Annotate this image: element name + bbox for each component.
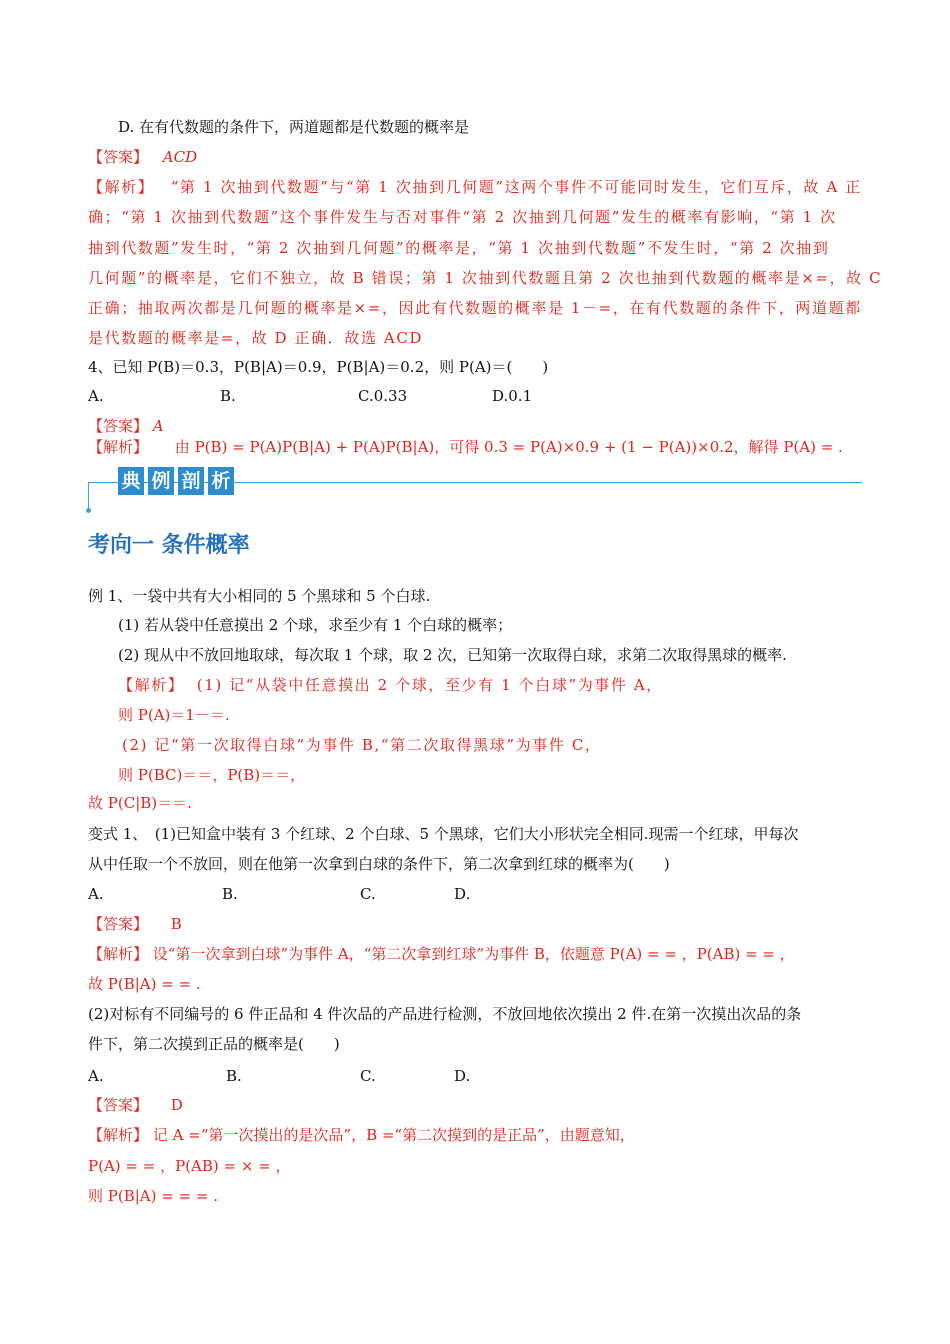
q4-option-c: C.0.33 — [358, 387, 408, 405]
part2-option-b: B. — [226, 1067, 242, 1085]
banner-char-3: 剖 — [178, 467, 204, 495]
q3-analysis-line-2: 确；“第 1 次抽到代数题”这个事件发生与否对事件“第 2 次抽到几何题”发生的概率有影响，“第 1 次 — [88, 208, 837, 226]
answer-tag: 【答案】 — [88, 1096, 149, 1114]
analysis-tag: 【解析】 — [88, 178, 155, 196]
answer-value: ACD — [162, 148, 198, 166]
example1-stem: 例 1、一袋中共有大小相同的 5 个黑球和 5 个白球. — [88, 587, 431, 605]
variant1-stem-2: 从中任取一个不放回，则在他第一次拿到白球的条件下，第二次拿到红球的概率为( ) — [88, 855, 670, 873]
answer-value: A — [152, 417, 164, 435]
variant1-part2-answer-row — [88, 1095, 183, 1115]
analysis-text: (1) 记“从袋中任意摸出 2 个球，至少有 1 个白球”为事件 A， — [196, 676, 663, 694]
q4-option-b: B. — [220, 387, 236, 405]
part2-option-d: D. — [454, 1067, 471, 1085]
q4-option-d: D.0.1 — [492, 387, 533, 405]
variant1-option-d: D. — [454, 885, 471, 903]
banner-char-4: 析 — [208, 467, 234, 495]
q4-answer-row — [88, 416, 164, 436]
answer-tag: 【答案】 — [88, 148, 149, 166]
analysis-text: 设“第一次拿到白球”为事件 A，“第二次拿到红球”为事件 B，依题意 P(A) = = ，P(AB) = = ， — [152, 945, 795, 963]
analysis-text: 记 A =“第一次摸出的是次品”，B =“第二次摸到的是正品”，由题意知， — [152, 1126, 635, 1144]
example1-question-1: (1) 若从袋中任意摸出 2 个球，求至少有 1 个白球的概率； — [118, 616, 513, 634]
variant1-option-a: A. — [88, 885, 104, 903]
banner-char-2: 例 — [148, 467, 174, 495]
part2-option-a: A. — [88, 1067, 104, 1085]
variant1-part2-stem-1: (2)对标有不同编号的 6 件正品和 4 件次品的产品进行检测，不放回地依次摸出 2 件.在第一次摸出次品的条 — [88, 1005, 802, 1023]
q3-analysis-line-1 — [88, 177, 862, 197]
variant1-option-b: B. — [222, 885, 238, 903]
analysis-tag: 【解析】 — [88, 945, 149, 963]
q4-stem: 4、已知 P(B)＝0.3，P(B|A)＝0.9，P(B|A)＝0.2，则 P(A)＝( ) — [88, 358, 549, 376]
banner-rule — [88, 482, 862, 483]
banner-dot — [86, 508, 91, 513]
q3-analysis-line-4: 几何题”的概率是，它们不独立，故 B 错误；第 1 次抽到代数题且第 2 次也抽到代数题的概率是×=，故 C — [88, 269, 883, 287]
q3-analysis-line-3: 抽到代数题”发生时，“第 2 次抽到几何题”的概率是，“第 1 次抽到代数题”不发生时，“第 2 次抽到 — [88, 239, 830, 257]
banner-rule-vertical — [88, 482, 89, 510]
example1-question-2: (2) 现从中不放回地取球，每次取 1 个球，取 2 次，已知第一次取得白球，求第二次取得黑球的概率. — [118, 646, 787, 664]
part2-option-c: C. — [360, 1067, 376, 1085]
example1-analysis-2: 则 P(A)＝1－＝. — [118, 706, 230, 724]
variant1-part2-analysis-2: P(A) = = ，P(AB) = × = ， — [88, 1157, 291, 1175]
variant1-part2-options — [88, 1066, 688, 1086]
example1-analysis-4: 则 P(BC)＝＝，P(B)＝＝， — [118, 766, 306, 784]
variant1-part2-stem-2: 件下，第二次摸到正品的概率是( ) — [88, 1035, 340, 1053]
analysis-tag: 【解析】 — [88, 1126, 149, 1144]
answer-tag: 【答案】 — [88, 417, 149, 435]
example1-analysis-row — [118, 675, 663, 695]
q3-option-d: D. 在有代数题的条件下，两道题都是代数题的概率是 — [118, 118, 470, 136]
q3-analysis-line-5: 正确；抽取两次都是几何题的概率是×=，因此有代数题的概率是 1－=，在有代数题的条件下，两道题都 — [88, 299, 862, 317]
variant1-part2-analysis-3: 则 P(B|A) = = = . — [88, 1187, 219, 1205]
analysis-text: 由 P(B) = P(A)P(B|A) + P(A)P(B|A)，可得 0.3 = P(A)×0.9 + (1 − P(A))×0.2，解得 P(A) = . — [174, 438, 843, 456]
analysis-text: “第 1 次抽到代数题”与“第 1 次抽到几何题”这两个事件不可能同时发生，它们互斥，故 A 正 — [170, 178, 862, 196]
variant1-options — [88, 884, 688, 904]
q4-option-a: A. — [88, 387, 104, 405]
q3-answer-row — [88, 147, 197, 167]
answer-tag: 【答案】 — [88, 915, 149, 933]
variant1-analysis-2: 故 P(B|A) = = . — [88, 975, 201, 993]
banner-char-1: 典 — [118, 467, 144, 495]
q4-analysis-row — [88, 437, 843, 457]
example1-analysis-3: (2) 记“第一次取得白球”为事件 B,“第二次取得黑球”为事件 C， — [122, 736, 602, 754]
answer-value: B — [170, 915, 182, 933]
variant1-stem-1: 变式 1、 (1)已知盒中装有 3 个红球、2 个白球、5 个黑球，它们大小形状完全相同.现需一个红球，甲每次 — [88, 825, 799, 843]
variant1-option-c: C. — [360, 885, 376, 903]
q3-analysis-line-6: 是代数题的概率是=，故 D 正确．故选 ACD — [88, 329, 424, 347]
section-title: 考向一 条件概率 — [88, 533, 250, 558]
analysis-tag: 【解析】 — [88, 438, 149, 456]
analysis-tag: 【解析】 — [118, 676, 185, 694]
q4-options — [88, 386, 688, 406]
variant1-part2-analysis-row — [88, 1125, 635, 1145]
example1-analysis-5: 故 P(C|B)＝＝. — [88, 794, 192, 812]
answer-value: D — [170, 1096, 183, 1114]
variant1-analysis-row — [88, 944, 795, 964]
variant1-answer-row — [88, 914, 182, 934]
